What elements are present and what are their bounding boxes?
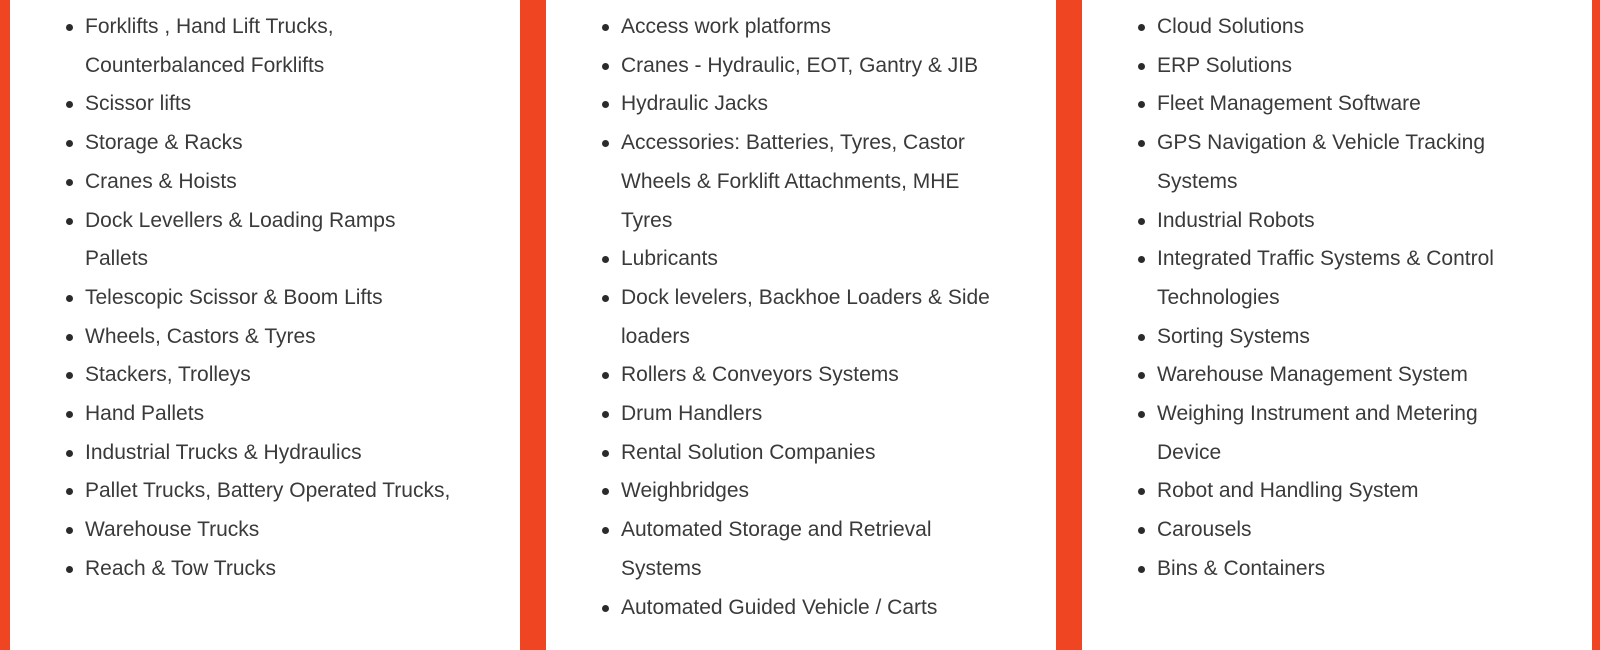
list-item [1082,8,1592,47]
bullet-icon [1138,63,1145,70]
list-item [546,124,1001,240]
bullet-icon [1138,488,1145,495]
bullet-icon [1138,101,1145,108]
list-item [1082,550,1592,589]
bullet-icon [66,101,73,108]
list-item [1082,240,1547,317]
list-item [546,434,1056,473]
category-column-1 [10,0,520,650]
bullet-icon [602,450,609,457]
list-item-text: Cranes & Hoists [85,169,237,193]
list-item-text: Telescopic Scissor & Boom Lifts [85,285,383,309]
bullet-icon [1138,334,1145,341]
list-item-text: Access work platforms [621,15,832,38]
list-item-text: Cranes - Hydraulic, EOT, Gantry & JIB [621,53,979,77]
bullet-icon [66,179,73,186]
list-item [1082,472,1592,511]
list-item-text: Forklifts , Hand Lift Trucks, Counterbalanced Forklifts [85,15,334,77]
bullet-icon [66,295,73,302]
list-item [10,434,520,473]
bullet-icon [66,372,73,379]
bullet-icon [66,218,73,225]
list-item-text: Integrated Traffic Systems & Control Technologies [1157,247,1494,309]
list-item [1082,202,1592,241]
list-item-text: Rental Solution Companies [621,440,876,464]
category-column-3 [1082,0,1592,650]
bullet-icon [66,334,73,341]
list-item [10,356,520,395]
list-item [10,202,465,279]
list-item-text: Carousels [1157,518,1252,542]
list-item [546,85,1056,124]
category-list-3 [1082,0,1592,589]
bullet-icon [66,566,73,573]
list-item [10,163,520,202]
bullet-icon [1138,527,1145,534]
category-list-1 [10,0,520,589]
list-item-text: Drum Handlers [621,402,763,426]
bullet-icon [66,450,73,457]
list-item [10,395,520,434]
list-item [10,279,520,318]
bullet-icon [66,488,73,495]
list-item [1082,395,1547,472]
list-item-text: Automated Storage and Retrieval Systems [621,518,932,580]
bullet-icon [602,295,609,302]
list-item [1082,511,1592,550]
list-item [10,550,520,589]
bullet-icon [602,372,609,379]
list-item [546,511,981,588]
list-item-text: Automated Guided Vehicle / Carts [621,595,938,619]
list-item-text: Scissor lifts [85,92,192,116]
list-item-text: Robot and Handling System [1157,479,1419,503]
list-item-text: Weighbridges [621,479,750,503]
bullet-icon [1138,372,1145,379]
bullet-icon [66,140,73,147]
list-item [1082,318,1592,357]
list-item-text: Warehouse Trucks [85,518,260,542]
bullet-icon [602,488,609,495]
list-item-text: Wheels, Castors & Tyres [85,324,316,348]
list-item-text: Industrial Trucks & Hydraulics [85,440,362,464]
list-item [546,240,1056,279]
list-item [546,47,1056,86]
list-item-text: Storage & Racks [85,131,243,155]
list-item-text: Dock Levellers & Loading Ramps Pallets [85,208,396,271]
bullet-icon [1138,411,1145,418]
list-item [10,124,520,163]
category-column-2 [546,0,1056,650]
bullet-icon [602,605,609,612]
list-item-text: Stackers, Trolleys [85,363,251,387]
list-item [546,356,1056,395]
bullet-icon [66,24,73,31]
list-item-text: Industrial Robots [1157,208,1315,232]
list-item-text: Cloud Solutions [1157,15,1305,38]
bullet-icon [1138,256,1145,263]
list-item-text: ERP Solutions [1157,53,1293,77]
list-item [10,85,520,124]
list-item-text: Accessories: Batteries, Tyres, Castor Wheels & Forklift Attachments, MHE Tyres [621,131,965,232]
list-item [546,395,1056,434]
list-item [546,472,1056,511]
list-item [1082,356,1592,395]
list-item [10,511,520,550]
bullet-icon [1138,24,1145,31]
bullet-icon [602,256,609,263]
bullet-icon [602,140,609,147]
bullet-icon [66,411,73,418]
list-item [546,589,1056,628]
list-item [546,8,1056,47]
bullet-icon [66,527,73,534]
list-item-text: GPS Navigation & Vehicle Tracking Systems [1157,131,1486,193]
bullet-icon [1138,566,1145,573]
list-item-text: Fleet Management Software [1157,92,1421,116]
bullet-icon [602,63,609,70]
list-item-text: Rollers & Conveyors Systems [621,363,899,387]
category-list-2 [546,0,1056,627]
list-item-text: Weighing Instrument and Metering Device [1157,402,1478,464]
list-item-text: Reach & Tow Trucks [85,556,277,580]
bullet-icon [602,527,609,534]
list-item [10,8,475,85]
bullet-icon [602,411,609,418]
bullet-icon [602,24,609,31]
list-item-text: Sorting Systems [1157,324,1310,348]
bullet-icon [602,101,609,108]
list-item [546,279,1036,356]
list-item [1082,47,1592,86]
list-item [10,318,520,357]
list-item [10,472,520,511]
bullet-icon [1138,140,1145,147]
list-item [1082,85,1592,124]
list-item [1082,124,1537,201]
bullet-icon [1138,218,1145,225]
list-item-text: Lubricants [621,247,718,271]
list-item-text: Hand Pallets [85,402,205,426]
list-item-text: Warehouse Management System [1157,363,1468,387]
list-item-text: Bins & Containers [1157,556,1326,580]
list-item-text: Hydraulic Jacks [621,92,769,116]
list-item-text: Pallet Trucks, Battery Operated Trucks, [85,479,451,503]
list-item-text: Dock levelers, Backhoe Loaders & Side loaders [621,285,990,348]
